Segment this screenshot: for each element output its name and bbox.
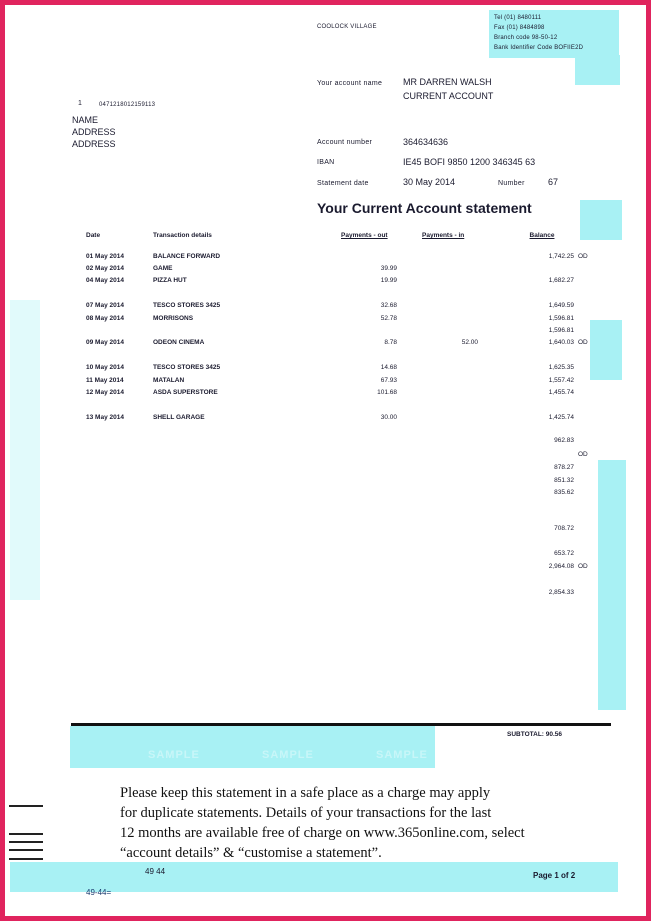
address-index: 1 bbox=[78, 100, 83, 107]
extra-balance: 851.32 bbox=[554, 477, 574, 484]
col-details: Transaction details bbox=[153, 232, 212, 239]
margin-mark bbox=[9, 833, 43, 835]
row-date: 07 May 2014 bbox=[86, 302, 124, 309]
row-payment-out: 67.93 bbox=[380, 377, 397, 384]
page-indicator: Page 1 of 2 bbox=[533, 871, 576, 880]
row-balance: 1,640.03 bbox=[548, 339, 574, 346]
iban-label: IBAN bbox=[317, 159, 335, 166]
subtotal-tint bbox=[70, 726, 435, 768]
account-type: CURRENT ACCOUNT bbox=[403, 91, 494, 101]
extra-od-flag: OD bbox=[578, 563, 588, 570]
col-date: Date bbox=[86, 232, 101, 239]
row-od-flag: OD bbox=[578, 253, 588, 260]
row-balance: 1,649.59 bbox=[548, 302, 574, 309]
footer-line: “account details” & “customise a statement”. bbox=[120, 845, 382, 861]
row-details: TESCO STORES 3425 bbox=[153, 302, 221, 309]
account-number: 364634636 bbox=[403, 137, 449, 147]
extra-balance: 653.72 bbox=[554, 550, 574, 557]
account-number-label: Account number bbox=[317, 139, 373, 146]
subtotal-rule bbox=[71, 723, 611, 726]
address-line: NAME bbox=[72, 115, 99, 125]
row-payment-out: 19.99 bbox=[380, 277, 397, 284]
extra-balance: 2,854.33 bbox=[548, 589, 574, 596]
row-payment-out: 14.68 bbox=[380, 364, 397, 371]
statement-date-label: Statement date bbox=[317, 180, 369, 187]
iban: IE45 BOFI 9850 1200 346345 63 bbox=[403, 157, 536, 167]
row-date: 04 May 2014 bbox=[86, 277, 124, 284]
subtotal: SUBTOTAL: 90.56 bbox=[507, 731, 563, 738]
extra-od-flag: OD bbox=[578, 451, 588, 458]
margin-mark bbox=[9, 841, 43, 843]
row-date: 09 May 2014 bbox=[86, 339, 124, 346]
tint-block bbox=[10, 300, 40, 600]
row-date: 13 May 2014 bbox=[86, 414, 124, 421]
row-balance: 1,682.27 bbox=[548, 277, 574, 284]
account-name-label: Your account name bbox=[317, 80, 383, 87]
row-balance: 1,596.81 bbox=[548, 315, 574, 322]
row-details: PIZZA HUT bbox=[153, 277, 187, 284]
statement-title: Your Current Account statement bbox=[317, 200, 532, 216]
row-details: MATALAN bbox=[153, 377, 185, 384]
margin-mark bbox=[9, 805, 43, 807]
extra-balance: 962.83 bbox=[554, 437, 574, 444]
row-date: 01 May 2014 bbox=[86, 253, 124, 260]
branch-name: COOLOCK VILLAGE bbox=[317, 24, 377, 30]
tint-block bbox=[598, 460, 626, 710]
row-details: MORRISONS bbox=[153, 315, 194, 322]
footer-note bbox=[120, 783, 525, 863]
col-payments-in: Payments - in bbox=[422, 232, 465, 239]
branch-code: Branch code 98-50-12 bbox=[494, 35, 558, 41]
footer-code: 49 44 bbox=[145, 867, 166, 876]
row-od-flag: OD bbox=[578, 339, 588, 346]
statement-number-label: Number bbox=[498, 180, 525, 187]
footer-line: Please keep this statement in a safe place as a charge may apply bbox=[120, 785, 491, 801]
sample-watermark: SAMPLE bbox=[148, 749, 200, 761]
margin-mark bbox=[9, 849, 43, 851]
row-payment-out: 30.00 bbox=[380, 414, 397, 421]
row-balance: 1,425.74 bbox=[548, 414, 574, 421]
address-ref: 0471218012159113 bbox=[99, 102, 156, 108]
row-date: 10 May 2014 bbox=[86, 364, 124, 371]
address-lines bbox=[72, 114, 116, 150]
tint-block bbox=[575, 55, 620, 85]
row-date: 08 May 2014 bbox=[86, 315, 124, 322]
row-balance: 1,557.42 bbox=[548, 377, 574, 384]
col-balance: Balance bbox=[529, 232, 555, 239]
row-details: TESCO STORES 3425 bbox=[153, 364, 221, 371]
row-date: 11 May 2014 bbox=[86, 377, 124, 384]
row-balance: 1,455.74 bbox=[548, 389, 574, 396]
row-details: GAME bbox=[153, 265, 173, 272]
row-payment-out: 8.78 bbox=[384, 339, 397, 346]
row-details: ASDA SUPERSTORE bbox=[153, 389, 218, 396]
row-balance: 1,625.35 bbox=[548, 364, 574, 371]
row-payment-out: 32.68 bbox=[380, 302, 397, 309]
sample-watermark: SAMPLE bbox=[376, 749, 428, 761]
address-line: ADDRESS bbox=[72, 139, 116, 149]
row-date: 12 May 2014 bbox=[86, 389, 124, 396]
row-payment-in: 52.00 bbox=[461, 339, 478, 346]
tint-block bbox=[580, 200, 622, 240]
row-balance: 1,742.25 bbox=[548, 253, 574, 260]
extra-balance: 835.62 bbox=[554, 489, 574, 496]
row-payment-out: 52.78 bbox=[380, 315, 397, 322]
statement-number: 67 bbox=[548, 177, 559, 187]
branch-contact bbox=[494, 13, 583, 53]
margin-mark bbox=[9, 858, 43, 860]
row-details: ODEON CINEMA bbox=[153, 339, 205, 346]
row-balance: 1,596.81 bbox=[548, 327, 574, 334]
row-payment-out: 101.68 bbox=[377, 389, 397, 396]
fax: Fax (01) 8484898 bbox=[494, 25, 545, 31]
footer-line: 12 months are available free of charge on www.365online.com, select bbox=[120, 825, 525, 841]
extra-balance: 2,964.08 bbox=[548, 563, 574, 570]
tel: Tel (01) 8480111 bbox=[494, 15, 542, 21]
statement-date: 30 May 2014 bbox=[403, 177, 456, 187]
row-details: BALANCE FORWARD bbox=[153, 253, 221, 260]
extra-balance: 878.27 bbox=[554, 464, 574, 471]
account-name: MR DARREN WALSH bbox=[403, 77, 492, 87]
footer-line: for duplicate statements. Details of your transactions for the last bbox=[120, 805, 492, 821]
row-date: 02 May 2014 bbox=[86, 265, 124, 272]
col-payments-out: Payments - out bbox=[341, 232, 388, 239]
footer-code-2: 49-44= bbox=[86, 888, 112, 897]
row-payment-out: 39.99 bbox=[380, 265, 397, 272]
sample-watermark: SAMPLE bbox=[262, 749, 314, 761]
address-line: ADDRESS bbox=[72, 127, 116, 137]
extra-balance: 708.72 bbox=[554, 525, 574, 532]
tint-block bbox=[590, 320, 622, 380]
row-details: SHELL GARAGE bbox=[153, 414, 205, 421]
bic: Bank Identifier Code BOFIIE2D bbox=[494, 45, 584, 51]
